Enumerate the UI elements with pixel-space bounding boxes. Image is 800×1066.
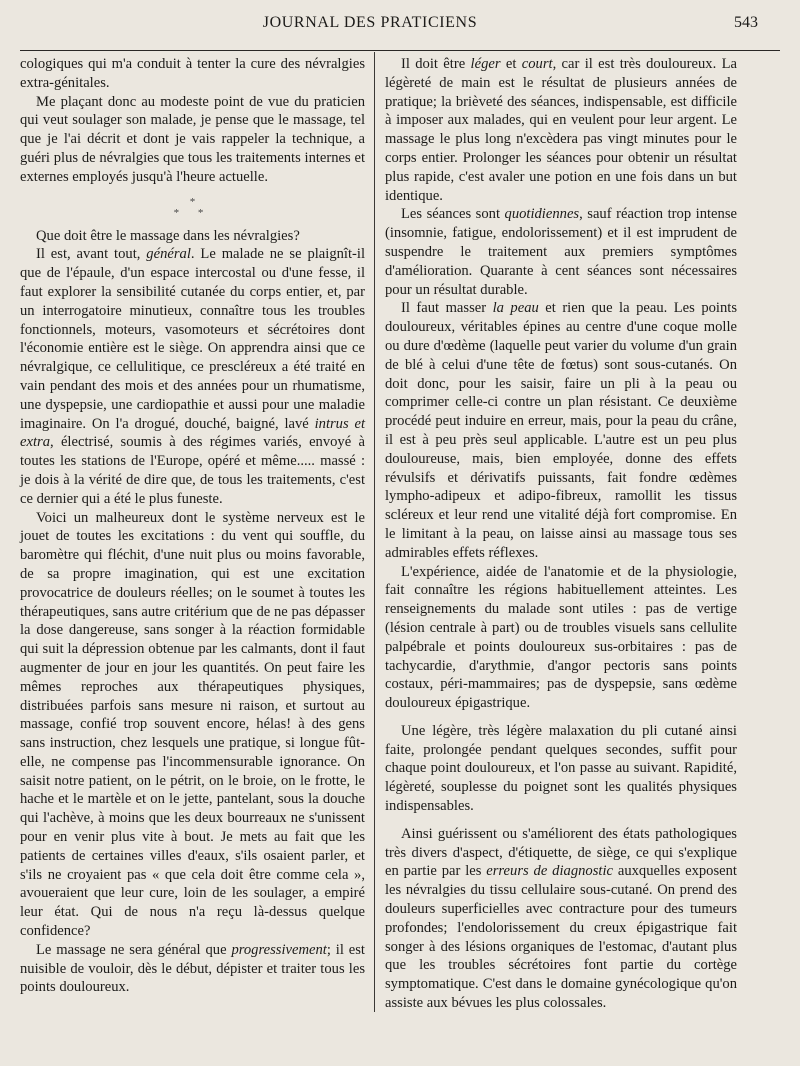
left-paragraph-4: Voici un malheureux dont le système nerveux est le jouet de toutes les excitations : du vent qui souffle, du baromètre qui fléchit, d'une nuit plus ou moins favorable, de sa propre imagination, qui est une excitation provocatrice de douleurs réelles; on le soumet à toutes les thérapeutiques, sans autre critérium que de ne pas dépasser la dose dangereuse, sans songer à la réaction formidable qui suit la dépression obtenue par les calmants, dont il faut augmenter de jour en jour les quantités. On peut faire les mêmes reproches aux thérapeutiques physiques, distribuées parfois sans mesure ni raison, et surtout au massage, confié trop souvent encore, hélas! à des gens sans instruction, chez lesquels une pratique, si longue fût-elle, ne compense pas l'incommensurable ignorance. On saisit notre patient, on le pétrit, on le broie, on le frotte, le hache et le martèle et on le jette, pantelant, sous la douche qui l'achève, à moins que les deux bourreaux ne s'unissent pour en venir plus vite à bout. Je mets au fait que les patients de certaines villes d'eaux, s'ils osaient parler, et s'ils ne croyaient pas « que cela doit être comme cela », avoueraient que leur cure, loin de les soulager, a empiré leur état. Qui de nous n'a reçu là-dessus quelque confidence? <box>20 509 365 940</box>
right-paragraph-5: Une légère, très légère malaxation du pli cutané ainsi faite, prolongée pendant quelques secondes, suffit pour chaque point douloureux, et l'on passe au suivant. Rapidité, légèreté, souplesse du poignet sont les qualités physiques indispensables. <box>385 722 737 815</box>
emphasis-progressivement: progressivement <box>231 941 327 958</box>
section-ornament <box>20 197 365 219</box>
right-paragraph-1: Il doit être léger et court, car il est très douloureux. La légèreté de main est le résultat de plusieurs années de pratique; la brièveté des séances, indispensable, est difficile à imposer aux malades, qui en veulent pour leur argent. Le massage le plus long n'excèdera pas vingt minutes pour le corps entier. Prolonger les séances pour obtenir un résultat plus rapide, c'est avaler une potion en une fois dans un but identique. <box>385 56 737 204</box>
right-paragraph-6: Ainsi guérissent ou s'améliorent des états pathologiques très divers d'aspect, d'étiquette, de siège, ce qui s'explique en partie par les erreurs de diagnostic auxquelles exposent les névralgies du tissu cellulaire sous-cutané. On prend des douleurs superficielles avec contracture pour des tumeurs profondes; l'endolorissement du creux épigastrique fait songer à des lésions organiques de l'estomac, d'autant plus que les troubles sécrétoires font partie du cortège symptomatique. C'est dans le domaine gynécologique qu'on assiste aux bévues les plus colossales. <box>385 825 737 1012</box>
emphasis-leger: léger <box>470 56 501 72</box>
emphasis-quotidiennes: quotidiennes <box>504 206 580 223</box>
right-column <box>385 55 737 1013</box>
emphasis-erreurs-diagnostic: erreurs de diagnostic <box>486 863 613 880</box>
ornament-stars-bottom: * * <box>173 206 212 219</box>
emphasis-general: général <box>146 246 191 263</box>
ornament-star-top: * <box>189 195 196 208</box>
emphasis-intrus-extra: intrus et extra <box>20 415 366 451</box>
right-paragraph-2: Les séances sont quotidiennes, sauf réaction trop intense (insomnie, fatigue, endolorissement) et il est imprudent de suspendre le traitement aux premiers symptômes d'amélioration. Quarante à cent séances sont nécessaires pour un résultat durable. <box>385 206 737 298</box>
emphasis-la-peau: la peau <box>492 300 539 317</box>
left-paragraph-3: Il est, avant tout, général. Le malade ne se plaignît-il que de l'épaule, d'un espace intercostal ou d'une fesse, il faut explorer la sensibilité cutanée du corps entier, et, par un interrogatoire minutieux, connaître tous les troubles fonctionnels, moteurs, vasomoteurs et sécrétoires dont l'économie entière est le siège. On apprendra ainsi que ce névralgique, ce cellulitique, ce prescléreux a été traité en vain pendant des mois et des années pour un rhumatisme, une dyspepsie, une cardiopathie et aussi pour une maladie imaginaire. On l'a drogué, douché, baigné, lavé intrus et extra, électrisé, soumis à des régimes variés, envoyé à toutes les stations de l'Europe, opéré et même..... massé : je dois à la vérité de dire que, de tous les traitements, c'est ce dernier qui a été le plus funeste. <box>20 246 366 507</box>
left-paragraph-1: cologiques qui m'a conduit à tenter la cure des névralgies extra-génitales. <box>20 56 365 91</box>
right-paragraph-4: L'expérience, aidée de l'anatomie et de la physiologie, fait connaître les régions habituellement atteintes. Les renseignements du malade sont utiles : pas de vertige (lésion centrale à part) ou de troubles visuels sans cellulite palpébrale et points douloureux sus-orbitaires : pas de tachycardie, d'arythmie, d'angor pectoris sans points costaux, péri-mammaires; pas de dyspepsie, sans œdème douloureux épigastrique. <box>385 563 737 712</box>
emphasis-court: court <box>521 56 553 72</box>
running-title: JOURNAL DES PRATICIENS <box>262 14 478 31</box>
header-rule <box>20 50 780 51</box>
column-divider <box>374 52 375 1012</box>
left-paragraph-2: Me plaçant donc au modeste point de vue du praticien qui veut soulager son malade, je pense que le massage, tel que je l'ai décrit et dont je vais rappeler la technique, a guéri plus de névralgies que tous les traitements internes et externes employés jusqu'à l'heure actuelle. <box>20 93 365 185</box>
left-paragraph-question: Que doit être le massage dans les névralgies? <box>36 227 300 244</box>
left-paragraph-5: Le massage ne sera général que progressivement; il est nuisible de vouloir, dès le début, dépister et traiter tous les points douloureux. <box>20 941 365 996</box>
right-paragraph-3: Il faut masser la peau et rien que la peau. Les points douloureux, véritables épines au centre d'une coque molle ou dure d'œdème (laquelle peut varier du volume d'un grain de blé à celui d'une tête de fœtus) sont sous-cutanés. On doit donc, pour les saisir, faire un pli à la peau ou comprimer celle-ci contre un plan résistant. Ce deuxième procédé peut induire en erreur, mais, pour la peau du crâne, il est à peu près seul applicable. L'autre est un peu plus douloureuse, mais, bien employée, donne des effets révulsifs et dérivatifs puissants, fait fondre œdèmes lympho-adipeux et adipo-fibreux, ramollit les tissus scléreux et leur rend une vitalité déjà fort compromise. En le limitant à la peau, on laisse ainsi au massage tous ses admirables effets réflexes. <box>385 300 737 561</box>
page-header <box>0 14 800 44</box>
page-number: 543 <box>734 14 758 31</box>
left-column <box>20 55 365 997</box>
